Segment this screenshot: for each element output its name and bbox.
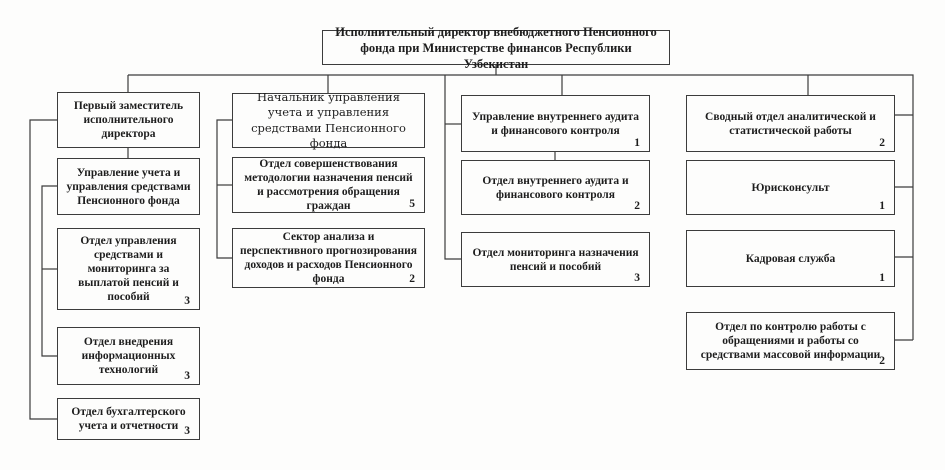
org-box-title: Отдел управления средствами и мониторинга за выплатой пенсий и пособий <box>78 235 179 303</box>
staff-count: 1 <box>879 200 885 212</box>
staff-count: 1 <box>879 272 885 284</box>
org-box-executive-director <box>322 24 670 71</box>
staff-count: 2 <box>409 273 415 285</box>
org-box-title: Исполнительный директор внебюджетного Пенсионного фонда при Министерстве финансов Республики Узбекистан <box>335 24 657 71</box>
staff-count: 3 <box>184 425 190 437</box>
org-box-it-dept <box>57 327 200 385</box>
org-box-title: Сектор анализа и перспективного прогнозирования доходов и расходов Пенсионного фонда <box>240 231 417 285</box>
org-box-accounting-funds-dept <box>57 158 200 215</box>
org-box-title: Управление внутреннего аудита и финансового контроля <box>471 110 640 137</box>
org-box-internal-audit-directorate <box>461 95 650 152</box>
org-box-internal-audit-dept <box>461 160 650 215</box>
org-box-funds-monitoring-dept <box>57 228 200 310</box>
org-box-title: Сводный отдел аналитической и статистической работы <box>705 110 876 137</box>
org-box-title: Первый заместитель исполнительного директора <box>73 100 184 140</box>
staff-count: 1 <box>634 137 640 149</box>
staff-count: 3 <box>184 370 190 382</box>
org-box-analysis-forecast-sector <box>232 228 425 288</box>
staff-count: 3 <box>184 295 190 307</box>
org-box-analytics-statistics-dept <box>686 95 895 152</box>
org-box-title: Отдел совершенствования методологии назначения пенсий и рассмотрения обращения граждан <box>244 158 413 212</box>
org-box-title: Отдел по контролю работы с обращениями и работы со средствами массовой информации <box>700 321 881 361</box>
staff-count: 2 <box>879 137 885 149</box>
org-box-pension-monitoring-dept <box>461 232 650 287</box>
staff-count: 2 <box>634 200 640 212</box>
org-box-title: Отдел внутреннего аудита и финансового контроля <box>482 174 629 201</box>
org-box-first-deputy <box>57 92 200 148</box>
org-box-title: Отдел бухгалтерского учета и отчетности <box>71 406 186 432</box>
org-box-title: Отдел внедрения информационных технологий <box>81 336 176 376</box>
org-box-title: Управление учета и управления средствами Пенсионного фонда <box>66 166 191 207</box>
org-box-title: Начальник управления учета и управления средствами Пенсионного фонда <box>251 89 406 150</box>
org-box-head-of-accounting-dept <box>232 89 425 150</box>
staff-count: 2 <box>879 355 885 367</box>
org-box-appeals-media-dept <box>686 312 895 370</box>
org-box-title: Кадровая служба <box>745 252 836 265</box>
staff-count: 3 <box>634 272 640 284</box>
org-box-title: Отдел мониторинга назначения пенсий и пособий <box>472 246 639 273</box>
org-box-title: Юрисконсульт <box>751 181 830 194</box>
staff-count: 5 <box>409 198 415 210</box>
org-box-hr-service <box>686 230 895 287</box>
org-box-methodology-dept <box>232 157 425 213</box>
org-box-bookkeeping-dept <box>57 398 200 440</box>
org-box-legal-counsel <box>686 160 895 215</box>
